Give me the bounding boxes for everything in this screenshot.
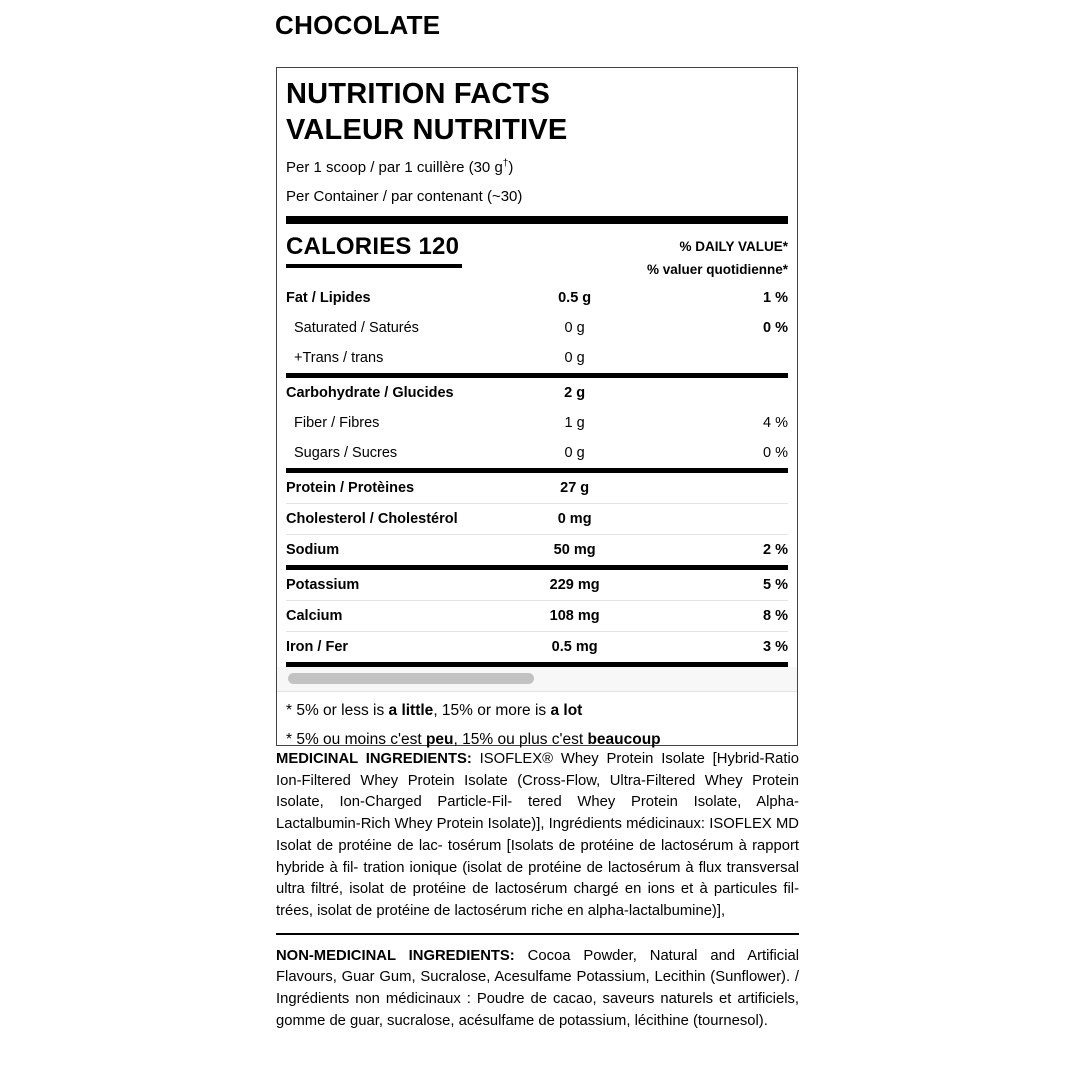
nutrient-row	[286, 378, 788, 408]
nutrient-row	[286, 313, 788, 343]
horizontal-scrollbar-track[interactable]	[277, 667, 797, 692]
nutrient-amount: 27 g	[560, 480, 590, 496]
medicinal-ingredients-paragraph	[276, 749, 799, 923]
nutrient-table	[286, 283, 788, 667]
nutrient-label: Sugars / Sucres	[294, 445, 398, 461]
nutrient-daily-value: 2 %	[763, 542, 788, 558]
nutrition-facts-title-fr: VALEUR NUTRITIVE	[286, 114, 568, 146]
nutrient-label: Sodium	[286, 542, 340, 558]
nutrient-row	[286, 503, 788, 534]
divider-thick-top	[286, 216, 788, 224]
nutrient-label: Carbohydrate / Glucides	[286, 385, 454, 401]
nutrient-amount: 0 mg	[557, 511, 592, 527]
non-medicinal-ingredients-label: NON-MEDICINAL INGREDIENTS:	[276, 947, 515, 964]
flavor-title: CHOCOLATE	[275, 10, 441, 40]
non-medicinal-ingredients-paragraph	[276, 946, 799, 1033]
serving-size-text: Per 1 scoop / par 1 cuillère (30 g	[286, 159, 503, 176]
nutrient-amount: 0 g	[564, 445, 585, 461]
footnote-emphasis: a little	[388, 702, 434, 719]
nutrient-label: +Trans / trans	[294, 350, 384, 366]
nutrient-row	[286, 473, 788, 503]
non-medicinal-ingredients-text: Cocoa Powder, Natural and Artificial Flavours, Guar Gum, Sucralose, Acesulfame Potassium, Lecithin (Sunflower). / Ingrédients non médicinaux : Poudre de cacao, saveurs naturels et artificiels, gomme de guar, sucralose, acésulfame de potassium, lécithine (tournesol).	[276, 947, 799, 1029]
nutrient-label: Fiber / Fibres	[294, 415, 380, 431]
section-divider	[276, 933, 799, 935]
nutrient-row	[286, 631, 788, 662]
nutrient-daily-value: 0 %	[763, 445, 788, 461]
nutrient-row	[286, 600, 788, 631]
horizontal-scrollbar-thumb[interactable]	[288, 673, 534, 684]
nutrient-row	[286, 343, 788, 373]
nutrition-facts-panel	[276, 67, 798, 746]
nutrient-amount: 108 mg	[549, 608, 600, 624]
nutrient-daily-value: 8 %	[763, 608, 788, 624]
footnote-emphasis: beaucoup	[587, 731, 661, 748]
nutrient-row	[286, 570, 788, 600]
serving-size-line	[286, 158, 788, 177]
calories-header	[286, 233, 788, 283]
nutrient-amount: 1 g	[564, 415, 585, 431]
nutrient-amount: 0.5 mg	[551, 639, 598, 655]
container-line: Per Container / par contenant (~30)	[286, 188, 523, 205]
nutrient-row	[286, 534, 788, 565]
nutrient-row	[286, 408, 788, 438]
nutrient-daily-value: 0 %	[763, 320, 788, 336]
nutrient-row	[286, 438, 788, 468]
nutrient-amount: 0 g	[564, 350, 585, 366]
nutrition-facts-title-en: NUTRITION FACTS	[286, 78, 550, 110]
medicinal-ingredients-label: MEDICINAL INGREDIENTS:	[276, 751, 472, 767]
nutrient-amount: 0.5 g	[558, 290, 592, 306]
nutrient-label: Saturated / Saturés	[294, 320, 419, 336]
nutrient-daily-value: 3 %	[763, 639, 788, 655]
footnote-text: * 5% or less is	[286, 702, 389, 719]
footnote-emphasis: peu	[425, 731, 454, 748]
daily-value-header	[647, 235, 788, 283]
footnote-emphasis: a lot	[550, 702, 583, 719]
nutrient-label: Calcium	[286, 608, 343, 624]
footnote-en	[286, 701, 788, 721]
nutrient-label: Potassium	[286, 577, 360, 593]
nutrient-label: Cholesterol / Cholestérol	[286, 511, 458, 527]
nutrient-daily-value: 4 %	[763, 415, 788, 431]
nutrient-amount: 0 g	[564, 320, 585, 336]
medicinal-ingredients-text: ISOFLEX® Whey Protein Isolate [Hybrid-Ratio Ion-Filtered Whey Protein Isolate (Cross-Flow, Ultra-Filtered Whey Protein Isolate, Ion-Charged Particle-Fil- tered Whey Protein Isolate, Alpha-Lactalbumin-Rich Whey Protein Isolate)], Ingrédients médicinaux: ISOFLEX MD Isolat de protéine de lac- tosérum [Isolats de protéine de lactosérum à rapport hybride à fil- tration ionique (isolat de protéine de lactosérum à flux transversal ultra filtré, isolat de protéine de lactosérum chargé en ions et à particules fil- trées, isolat de protéine de lactosérum riche en alpha-lactalbumine)],	[276, 751, 799, 919]
footnote-fr	[286, 730, 788, 750]
nutrient-daily-value: 1 %	[763, 290, 788, 306]
dagger-symbol: †	[502, 158, 509, 169]
nutrient-amount: 50 mg	[553, 542, 596, 558]
calories-value: CALORIES 120	[286, 233, 462, 268]
daily-value-header-en: % DAILY VALUE*	[679, 239, 788, 254]
nutrient-label: Protein / Protèines	[286, 480, 415, 496]
ingredients-section	[276, 749, 799, 1032]
footnote-text: * 5% ou moins c'est	[286, 731, 426, 748]
footnote-text: , 15% or more is	[433, 702, 551, 719]
nutrient-amount: 2 g	[564, 385, 586, 401]
nutrient-daily-value: 5 %	[763, 577, 788, 593]
nutrient-row	[286, 283, 788, 313]
footnote-text: , 15% ou plus c'est	[453, 731, 588, 748]
daily-value-header-fr: % valuer quotidienne*	[646, 262, 788, 277]
nutrient-amount: 229 mg	[549, 577, 600, 593]
serving-size-close: )	[508, 159, 514, 176]
nutrient-label: Fat / Lipides	[286, 290, 371, 306]
nutrient-label: Iron / Fer	[286, 639, 349, 655]
